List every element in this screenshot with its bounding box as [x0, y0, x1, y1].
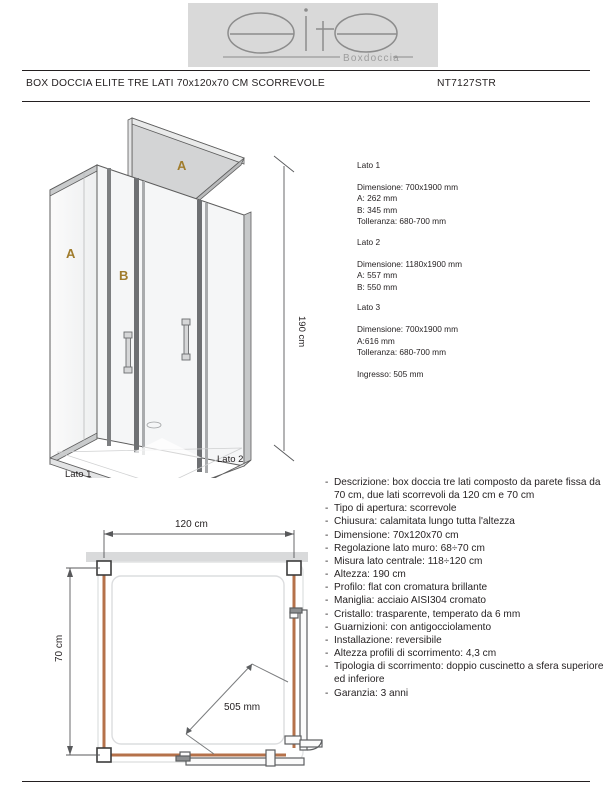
feature-item: - Profilo: flat con cromatura brillante [325, 581, 605, 594]
plan-tray-outline [98, 562, 303, 762]
feature-item: - Altezza profili di scorrimento: 4,3 cm [325, 647, 605, 660]
iso-height-dimension [274, 156, 294, 461]
spec-line: A: 262 mm [357, 193, 398, 204]
spec-heading: Lato 1 [357, 160, 381, 170]
feature-item: - Cristallo: trasparente, temperato da 6 mm [325, 608, 605, 621]
feature-item: - Tipo di apertura: scorrevole [325, 502, 605, 515]
product-code: NT7127STR [437, 78, 497, 89]
spec-group-lato2 [357, 237, 597, 293]
spec-heading: Lato 3 [357, 302, 381, 313]
feature-item: - Descrizione: box doccia tre lati composto da parete fissa da 70 cm, due lati scorrevoli da 120 cm e 70 cm [325, 476, 605, 502]
spec-group-lato1 [357, 160, 597, 228]
feature-item: - Altezza: 190 cm [325, 568, 605, 581]
spec-heading: Lato 2 [357, 236, 381, 247]
plan-view-drawing [38, 512, 338, 782]
plan-wall [86, 552, 308, 562]
plan-profiles [104, 570, 294, 755]
spec-line: A: 557 mm [357, 270, 398, 281]
spec-ingresso: Ingresso: 505 mm [357, 368, 424, 379]
plan-wall-brackets [97, 561, 301, 762]
iso-label-lato2: Lato 2 [217, 454, 244, 465]
header-rule-bottom [22, 101, 590, 102]
plan-right-rail-assembly [285, 608, 322, 750]
iso-front-sliding-doors [97, 165, 251, 473]
iso-label-center-panel: B [119, 268, 129, 283]
page-title: BOX DOCCIA ELITE TRE LATI 70x120x70 CM SCORREVOLE [26, 78, 325, 89]
header-rule-top [22, 70, 590, 71]
spec-line: Tolleranza: 680-700 mm [357, 216, 447, 227]
specifications-block [357, 160, 597, 380]
spec-line: Tolleranza: 680-700 mm [357, 347, 447, 358]
feature-item: - Installazione: reversibile [325, 634, 605, 647]
plan-entry-label: 505 mm [224, 702, 261, 713]
iso-label-top-panel: A [177, 158, 187, 173]
iso-left-panel [50, 165, 97, 464]
feature-item: - Regolazione lato muro: 68÷70 cm [325, 542, 605, 555]
feature-item: - Dimensione: 70x120x70 cm [325, 529, 605, 542]
logo-subtitle: Boxdoccia [343, 53, 400, 64]
feature-item: - Garanzia: 3 anni [325, 687, 605, 700]
feature-item: - Tipologia di scorrimento: doppio cuscinetto a sfera superiore ed inferiore [325, 660, 605, 686]
plan-depth-label: 70 cm [54, 634, 65, 662]
spec-line: Dimensione: 700x1900 mm [357, 323, 458, 334]
spec-line: Dimensione: 700x1900 mm [357, 181, 458, 192]
feature-item: - Maniglia: acciaio AISI304 cromato [325, 594, 605, 607]
feature-item: - Guarnizioni: con antigocciolamento [325, 621, 605, 634]
elite-logo-icon [188, 3, 438, 67]
plan-width-label: 120 cm [175, 519, 208, 530]
iso-label-lato1: Lato 1 [65, 469, 92, 478]
spec-group-lato3 [357, 302, 597, 358]
iso-label-left-panel: A [66, 246, 76, 261]
plan-depth-dimension [66, 568, 100, 755]
isometric-shower-drawing [22, 108, 332, 478]
spec-line: B: 550 mm [357, 281, 398, 292]
spec-line: B: 345 mm [357, 204, 398, 215]
spec-line: Dimensione: 1180x1900 mm [357, 258, 462, 269]
features-list [325, 476, 605, 700]
plan-bottom-rail-assembly [176, 750, 304, 766]
brand-logo-panel [188, 3, 438, 67]
footer-rule [22, 781, 590, 782]
iso-height-label: 190 cm [296, 316, 307, 348]
feature-item: - Misura lato centrale: 118÷120 cm [325, 555, 605, 568]
spec-line: A:616 mm [357, 335, 395, 346]
feature-item: - Chiusura: calamitata lungo tutta l'altezza [325, 515, 605, 528]
